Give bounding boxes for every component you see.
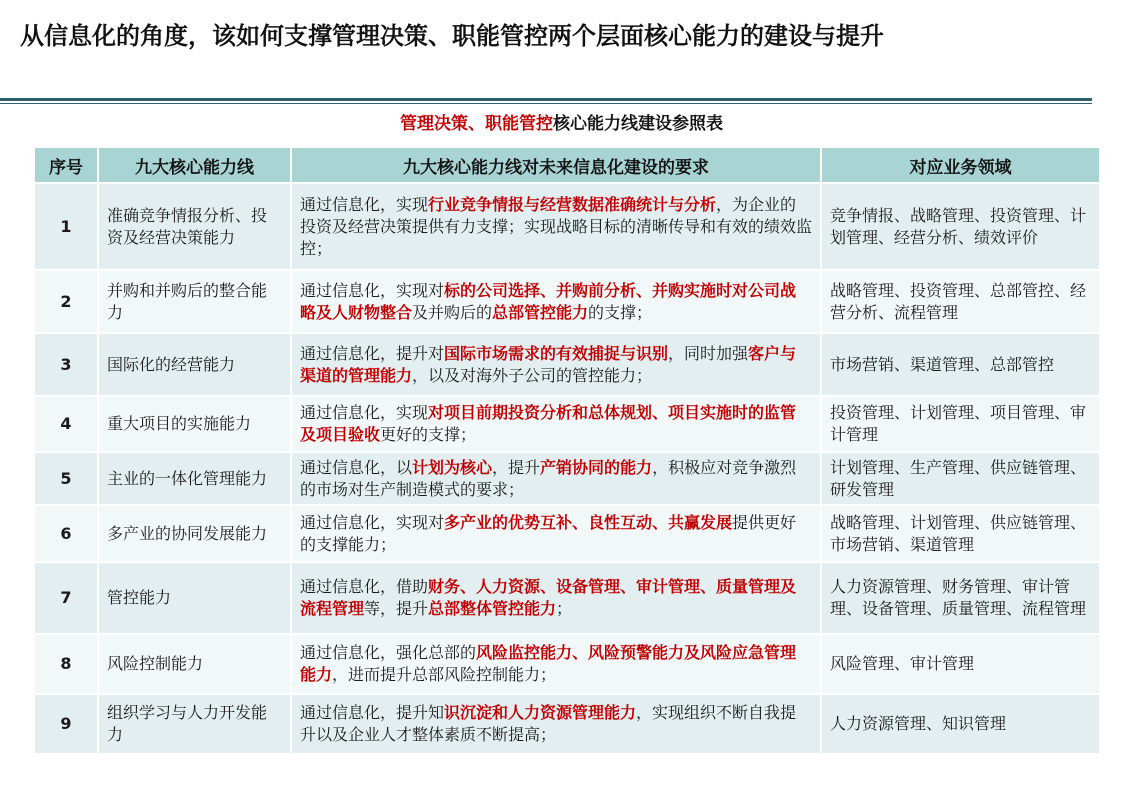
capability-line: 重大项目的实施能力 xyxy=(98,396,291,452)
requirement-text: 通过信息化，实现 xyxy=(300,403,429,422)
requirement xyxy=(291,452,821,505)
title-divider-thin xyxy=(0,103,1092,104)
requirement-text: ，为企业的投资及经营决策提供有力支撑；实现战略目标的清晰传导和有效的绩效监控； xyxy=(300,194,813,258)
requirement-highlight: 总部管控能力 xyxy=(492,302,589,322)
business-domain: 市场营销、渠道管理、总部管控 xyxy=(821,333,1100,396)
business-domain: 风险管理、审计管理 xyxy=(821,634,1100,694)
capability-line: 国际化的经营能力 xyxy=(98,333,291,396)
table-row xyxy=(34,562,1100,634)
requirement-highlight: 行业竞争情报与经营数据准确统计与分析 xyxy=(428,194,717,214)
capability-line: 并购和并购后的整合能力 xyxy=(98,270,291,333)
requirement-text: 通过信息化，实现 xyxy=(300,194,429,214)
requirement xyxy=(291,396,821,452)
table-caption-highlight: 管理决策、职能管控 xyxy=(400,114,553,134)
requirement-highlight: 计划为核心 xyxy=(412,457,493,477)
row-number: 8 xyxy=(34,634,98,694)
capability-line: 主业的一体化管理能力 xyxy=(98,452,291,505)
business-domain: 战略管理、计划管理、供应链管理、市场营销、渠道管理 xyxy=(821,505,1100,562)
requirement-text: 通过信息化，实现对 xyxy=(300,280,445,300)
table-row xyxy=(34,694,1100,754)
table-body xyxy=(34,183,1100,754)
requirement-text: 通过信息化，强化总部的 xyxy=(300,643,477,662)
requirement-highlight: 总部整体管控能力 xyxy=(428,599,557,618)
requirement-text: 通过信息化，提升知 xyxy=(300,703,445,722)
table-row xyxy=(34,333,1100,396)
reference-table xyxy=(33,146,1101,755)
requirement-text: ，积极应对竞争激烈的市场对生产制造模式的要求； xyxy=(300,457,797,499)
capability-line: 组织学习与人力开发能力 xyxy=(98,694,291,754)
requirement-highlight: 风险监控能力、风险预警能力及风险应急管理能力 xyxy=(300,643,797,684)
requirement-text: ，以及对海外子公司的管控能力； xyxy=(412,365,653,385)
requirement-text: ； xyxy=(556,599,573,618)
capability-line: 管控能力 xyxy=(98,562,291,634)
requirement-highlight: 识沉淀和人力资源管理能力 xyxy=(444,703,637,722)
requirement-highlight: 标的公司选择、并购前分析、并购实施时对公司战略及人财物整合 xyxy=(300,280,797,322)
requirement xyxy=(291,270,821,333)
requirement-highlight: 客户与渠道的管理能力 xyxy=(300,343,797,385)
requirement xyxy=(291,333,821,396)
capability-line: 多产业的协同发展能力 xyxy=(98,505,291,562)
requirement-text: 的支撑； xyxy=(588,302,653,322)
capability-line: 风险控制能力 xyxy=(98,634,291,694)
table-row xyxy=(34,634,1100,694)
business-domain: 计划管理、生产管理、供应链管理、研发管理 xyxy=(821,452,1100,505)
requirement-text: 通过信息化，以 xyxy=(300,457,413,477)
requirement-text: ，同时加强 xyxy=(668,343,749,363)
title-divider xyxy=(0,98,1092,101)
requirement-text: 通过信息化，实现对 xyxy=(300,512,445,532)
header-capability-line: 九大核心能力线 xyxy=(98,147,291,183)
row-number: 6 xyxy=(34,505,98,562)
requirement-text: 及并购后的 xyxy=(412,302,493,322)
requirement-text: ，提升 xyxy=(492,457,541,477)
requirement-text: 通过信息化，提升对 xyxy=(300,343,445,363)
table-caption-text: 核心能力线建设参照表 xyxy=(553,114,723,134)
row-number: 7 xyxy=(34,562,98,634)
requirement xyxy=(291,694,821,754)
header-business-domain: 对应业务领域 xyxy=(821,147,1100,183)
requirement xyxy=(291,183,821,270)
requirement-text: ，实现组织不断自我提升以及企业人才整体素质不断提高； xyxy=(300,703,797,744)
requirement-text: 提供更好的支撑能力； xyxy=(300,512,797,554)
table-header-row xyxy=(34,147,1100,183)
business-domain: 人力资源管理、知识管理 xyxy=(821,694,1100,754)
requirement xyxy=(291,505,821,562)
row-number: 1 xyxy=(34,183,98,270)
requirement-highlight: 财务、人力资源、设备管理、审计管理、质量管理及流程管理 xyxy=(300,577,797,618)
row-number: 2 xyxy=(34,270,98,333)
requirement xyxy=(291,562,821,634)
header-number: 序号 xyxy=(34,147,98,183)
capability-line: 准确竞争情报分析、投资及经营决策能力 xyxy=(98,183,291,270)
requirement-text: 等，提升 xyxy=(364,599,429,618)
table-row xyxy=(34,452,1100,505)
requirement-highlight: 多产业的优势互补、良性互动、共赢发展 xyxy=(444,512,733,532)
table-row xyxy=(34,183,1100,270)
table-caption xyxy=(0,111,1123,137)
row-number: 5 xyxy=(34,452,98,505)
table-row xyxy=(34,270,1100,333)
requirement-text: 通过信息化，借助 xyxy=(300,577,429,596)
business-domain: 投资管理、计划管理、项目管理、审计管理 xyxy=(821,396,1100,452)
business-domain: 竞争情报、战略管理、投资管理、计划管理、经营分析、绩效评价 xyxy=(821,183,1100,270)
requirement-highlight: 产销协同的能力 xyxy=(540,457,653,477)
requirement-highlight: 国际市场需求的有效捕捉与识别 xyxy=(444,343,669,363)
requirement-text: ，进而提升总部风险控制能力； xyxy=(332,665,557,684)
table-row xyxy=(34,505,1100,562)
requirement xyxy=(291,634,821,694)
row-number: 3 xyxy=(34,333,98,396)
business-domain: 人力资源管理、财务管理、审计管理、设备管理、质量管理、流程管理 xyxy=(821,562,1100,634)
row-number: 9 xyxy=(34,694,98,754)
requirement-text: 更好的支撑； xyxy=(380,425,477,444)
business-domain: 战略管理、投资管理、总部管控、经营分析、流程管理 xyxy=(821,270,1100,333)
header-requirement: 九大核心能力线对未来信息化建设的要求 xyxy=(291,147,821,183)
page-title: 从信息化的角度，该如何支撑管理决策、职能管控两个层面核心能力的建设与提升 xyxy=(20,22,884,50)
row-number: 4 xyxy=(34,396,98,452)
requirement-highlight: 对项目前期投资分析和总体规划、项目实施时的监管及项目验收 xyxy=(300,403,797,444)
table-row xyxy=(34,396,1100,452)
